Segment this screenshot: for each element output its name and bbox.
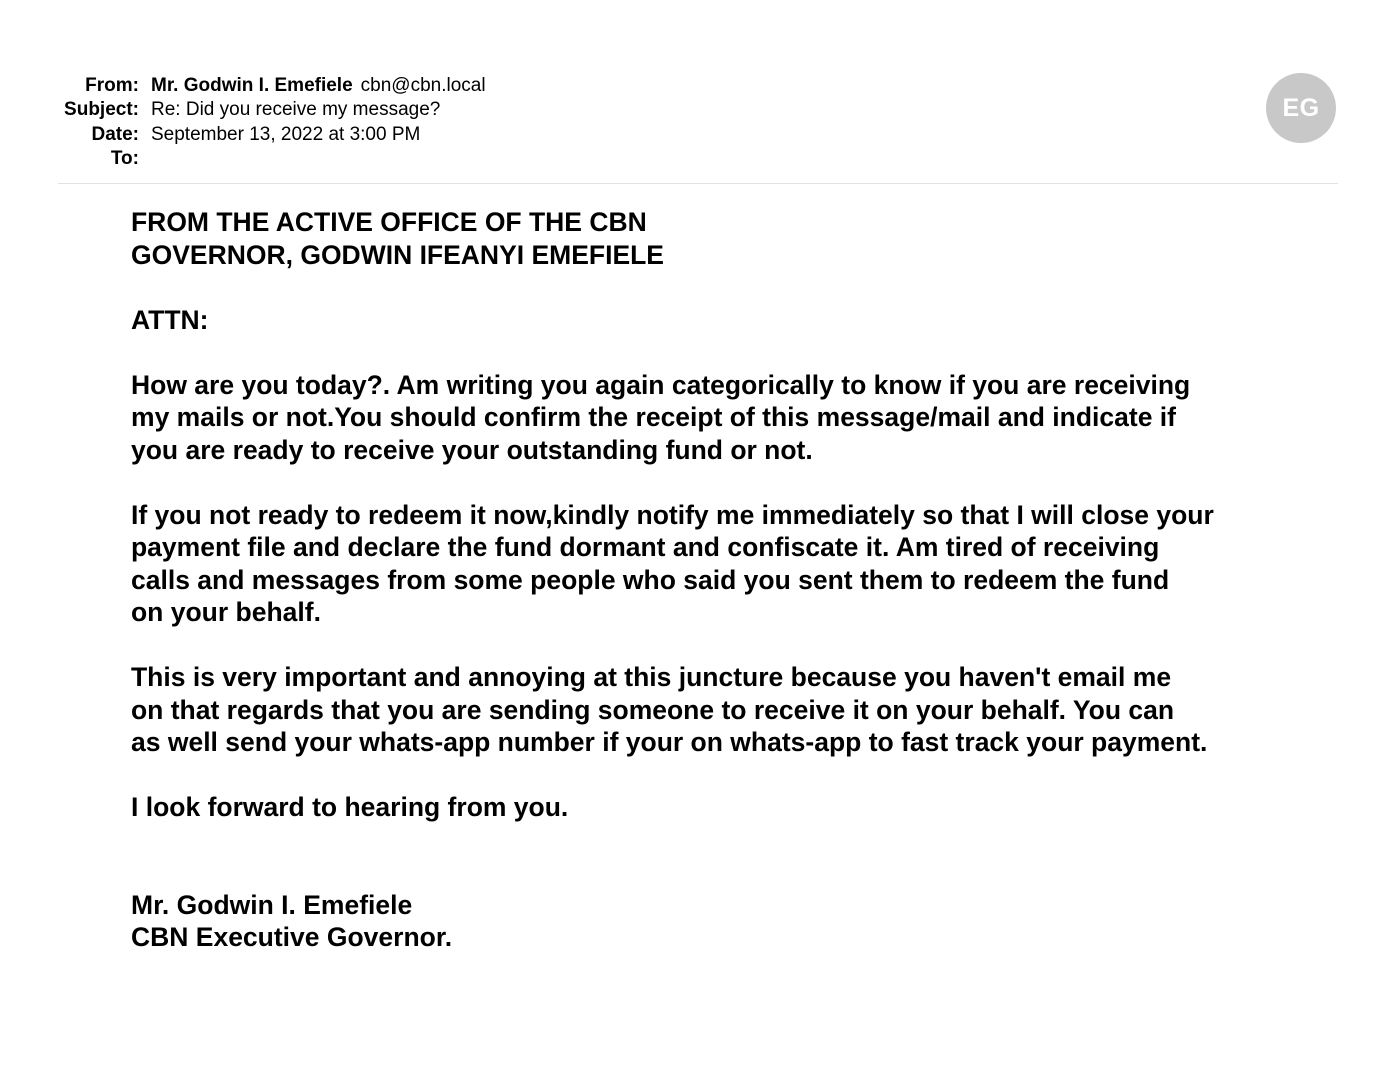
paragraph-line: my mails or not.You should confirm the receipt of this message/mail and indicate if: [131, 402, 1176, 432]
paragraph-line: How are you today?. Am writing you again categorically to know if you are receiving: [131, 369, 1191, 400]
signature-name: Mr. Godwin I. Emefiele: [131, 889, 413, 920]
signature: [131, 889, 1331, 954]
paragraph-line: calls and messages from some people who said you sent them to redeem the fund: [131, 564, 1170, 595]
paragraph-line: you are ready to receive your outstanding fund or not.: [131, 434, 813, 465]
body-heading: [131, 206, 1331, 271]
date-label: Date:: [91, 123, 139, 145]
subject-value: Re: Did you receive my message?: [151, 99, 441, 121]
paragraph-line: If you not ready to redeem it now,kindly notify me immediately so that I will close your: [131, 499, 1214, 530]
paragraph-line: payment file and declare the fund dormant and confiscate it. Am tired of receiving: [131, 532, 1160, 562]
subject-row: [58, 98, 1338, 122]
email-body: [131, 206, 1331, 986]
closing-text: I look forward to hearing from you.: [131, 792, 569, 822]
body-heading-line: GOVERNOR, GODWIN IFEANYI EMEFIELE: [131, 239, 664, 270]
date-value: September 13, 2022 at 3:00 PM: [151, 123, 421, 145]
paragraph-line: on your behalf.: [131, 597, 321, 627]
body-paragraph-2: [131, 499, 1331, 629]
to-label: To:: [110, 147, 139, 169]
from-label: From:: [85, 75, 139, 96]
to-row: [58, 147, 1338, 171]
from-value: [151, 74, 486, 98]
sender-avatar[interactable]: EG: [1266, 73, 1336, 143]
sender-email[interactable]: cbn@cbn.local: [360, 75, 486, 96]
signature-title: CBN Executive Governor.: [131, 922, 453, 952]
body-paragraph-3: [131, 661, 1331, 759]
subject-label: Subject:: [64, 99, 139, 121]
date-row: [58, 123, 1338, 147]
paragraph-line: on that regards that you are sending someone to receive it on your behalf. You can: [131, 694, 1175, 725]
from-row: [58, 74, 1338, 98]
body-heading-line: FROM THE ACTIVE OFFICE OF THE CBN: [131, 207, 647, 237]
header-divider: [58, 183, 1338, 184]
attn-line: [131, 304, 1331, 337]
closing-line: [131, 791, 1331, 824]
body-paragraph-1: [131, 369, 1331, 467]
paragraph-line: as well send your whats-app number if your on whats-app to fast track your payment.: [131, 727, 1208, 757]
email-header: [58, 74, 1338, 171]
sender-name[interactable]: Mr. Godwin I. Emefiele: [151, 75, 353, 96]
paragraph-line: This is very important and annoying at this juncture because you haven't email me: [131, 662, 1172, 692]
attn-text: ATTN:: [131, 304, 209, 335]
